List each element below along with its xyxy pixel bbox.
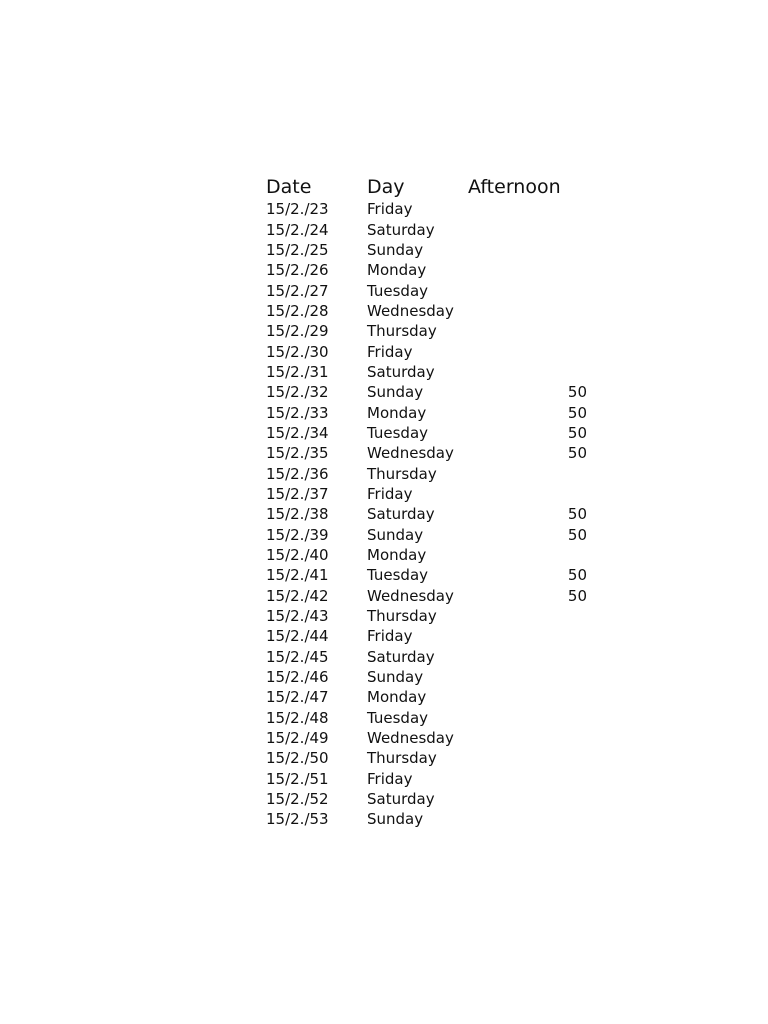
afternoon-cell: 50 [567,403,587,422]
afternoon-cell: 50 [567,383,587,402]
day-cell: Saturday [367,362,435,381]
date-cell: 15/2./25 [266,240,329,259]
date-cell: 15/2./32 [266,383,329,402]
day-cell: Tuesday [367,566,429,585]
header-day: Day [367,175,405,198]
date-cell: 15/2./47 [266,688,329,707]
table-row [266,219,587,239]
table-row [266,382,587,402]
day-cell: Monday [367,546,427,565]
date-cell: 15/2./26 [266,261,329,280]
date-cell: 15/2./46 [266,668,329,687]
day-cell: Friday [367,769,413,788]
day-cell: Monday [367,688,427,707]
table-row [266,525,587,545]
table-row [266,647,587,667]
day-cell: Saturday [367,505,435,524]
day-cell: Thursday [367,322,437,341]
date-cell: 15/2./53 [266,810,329,829]
table-row [266,728,587,748]
day-cell: Friday [367,200,413,219]
day-cell: Saturday [367,790,435,809]
day-cell: Sunday [367,668,424,687]
date-cell: 15/2./42 [266,586,329,605]
day-cell: Wednesday [367,444,454,463]
day-cell: Friday [367,342,413,361]
table-row [266,260,587,280]
table-row [266,199,587,219]
day-cell: Thursday [367,464,437,483]
day-cell: Thursday [367,607,437,626]
table-row [266,240,587,260]
date-cell: 15/2./52 [266,790,329,809]
date-cell: 15/2./40 [266,546,329,565]
date-cell: 15/2./43 [266,607,329,626]
table-row [266,565,587,585]
day-cell: Saturday [367,647,435,666]
day-cell: Sunday [367,240,424,259]
table-row [266,687,587,707]
table-row [266,769,587,789]
day-cell: Sunday [367,810,424,829]
date-cell: 15/2./31 [266,362,329,381]
date-cell: 15/2./51 [266,769,329,788]
afternoon-cell: 50 [567,525,587,544]
table-row [266,708,587,728]
day-cell: Wednesday [367,586,454,605]
afternoon-cell: 50 [567,505,587,524]
date-cell: 15/2./48 [266,708,329,727]
date-cell: 15/2./37 [266,484,329,503]
table-row [266,606,587,626]
table-row [266,321,587,341]
header-afternoon: Afternoon [468,175,561,198]
table-row [266,789,587,809]
table-row [266,443,587,463]
schedule-table [266,174,587,830]
table-row [266,341,587,361]
date-cell: 15/2./34 [266,423,329,442]
header-date: Date [266,175,312,198]
date-cell: 15/2./35 [266,444,329,463]
table-row [266,748,587,768]
day-cell: Wednesday [367,729,454,748]
day-cell: Friday [367,627,413,646]
table-row [266,484,587,504]
date-cell: 15/2./36 [266,464,329,483]
table-row [266,626,587,646]
day-cell: Tuesday [367,281,429,300]
day-cell: Saturday [367,220,435,239]
date-cell: 15/2./27 [266,281,329,300]
date-cell: 15/2./39 [266,525,329,544]
table-row [266,362,587,382]
day-cell: Tuesday [367,708,429,727]
date-cell: 15/2./30 [266,342,329,361]
date-cell: 15/2./33 [266,403,329,422]
date-cell: 15/2./50 [266,749,329,768]
table-row [266,504,587,524]
table-row [266,423,587,443]
day-cell: Tuesday [367,423,429,442]
table-body [266,199,587,830]
table-row [266,545,587,565]
day-cell: Thursday [367,749,437,768]
date-cell: 15/2./28 [266,301,329,320]
date-cell: 15/2./49 [266,729,329,748]
afternoon-cell: 50 [567,566,587,585]
afternoon-cell: 50 [567,444,587,463]
date-cell: 15/2./41 [266,566,329,585]
table-row [266,586,587,606]
day-cell: Monday [367,403,427,422]
day-cell: Monday [367,261,427,280]
day-cell: Sunday [367,383,424,402]
afternoon-cell: 50 [567,586,587,605]
table-row [266,809,587,829]
date-cell: 15/2./45 [266,647,329,666]
table-header-row [266,174,587,199]
table-row [266,280,587,300]
table-row [266,463,587,483]
date-cell: 15/2./23 [266,200,329,219]
afternoon-cell: 50 [567,423,587,442]
table-row [266,301,587,321]
date-cell: 15/2./44 [266,627,329,646]
day-cell: Friday [367,484,413,503]
date-cell: 15/2./29 [266,322,329,341]
day-cell: Wednesday [367,301,454,320]
table-row [266,402,587,422]
day-cell: Sunday [367,525,424,544]
table-row [266,667,587,687]
date-cell: 15/2./24 [266,220,329,239]
date-cell: 15/2./38 [266,505,329,524]
